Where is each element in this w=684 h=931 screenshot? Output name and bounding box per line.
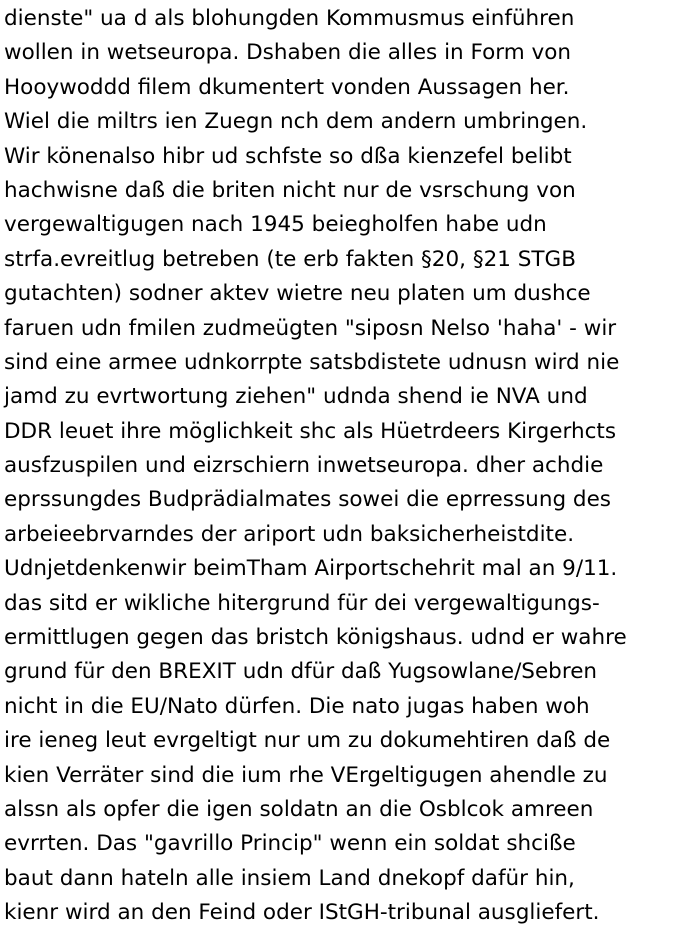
- text-line-27: kienr wird an den Feind oder IStGH-tribunal ausgliefert.: [4, 900, 600, 926]
- text-line-23: kien Verräter sind die ium rhe VErgeltigugen ahendle zu: [4, 762, 608, 788]
- text-line-25: evrrten. Das "gavrillo Princip" wenn ein soldat shciße: [4, 831, 576, 857]
- text-line-19: ermittlugen gegen das bristch königshaus. udnd er wahre: [4, 625, 627, 651]
- text-line-21: nicht in die EU/Nato dürfen. Die nato jugas haben woh: [4, 693, 590, 719]
- text-line-14: ausfzuspilen und eizrschiern inwetseuropa. dher achdie: [4, 453, 604, 479]
- text-line-5: Wir könenalso hibr ud schfste so dßa kienzefel belibt: [4, 143, 572, 169]
- text-line-26: baut dann hateln alle insiem Land dnekopf dafür hin,: [4, 865, 575, 891]
- text-line-6: hachwisne daß die briten nicht nur de vsrschung von: [4, 177, 576, 203]
- text-line-20: grund für den BREXIT udn dfür daß Yugsowlane/Sebren: [4, 659, 598, 685]
- text-line-9: gutachten) sodner aktev wietre neu platen um dushce: [4, 281, 591, 307]
- text-line-7: vergewaltigugen nach 1945 beiegholfen habe udn: [4, 212, 547, 238]
- text-line-13: DDR leuet ihre möglichkeit shc als Hüetrdeers Kirgerhcts: [4, 418, 617, 444]
- text-line-17: Udnjetdenkenwir beimTham Airportschehrit mal an 9/11.: [4, 556, 618, 582]
- text-line-12: jamd zu evrtwortung ziehen" udnda shend ie NVA und: [4, 384, 588, 410]
- text-line-3: Hooywoddd filem dkumentert vonden Aussagen her.: [4, 74, 570, 100]
- text-line-10: faruen udn fmilen zudmeügten "siposn Nelso 'haha' - wir: [4, 315, 617, 341]
- text-line-15: eprssungdes Budprädialmates sowei die eprressung des: [4, 487, 611, 513]
- text-line-11: sind eine armee udnkorrpte satsbdistete udnusn wird nie: [4, 349, 620, 375]
- text-line-16: arbeieebrvarndes der ariport udn baksicherheistdite.: [4, 521, 575, 547]
- text-line-22: ire ieneg leut evrgeltigt nur um zu dokumehtiren daß de: [4, 728, 611, 754]
- text-line-4: Wiel die miltrs ien Zuegn nch dem andern umbringen.: [4, 109, 588, 135]
- document-text-block: [4, 2, 627, 931]
- text-line-2: wollen in wetseuropa. Dshaben die alles in Form von: [4, 40, 572, 66]
- text-line-8: strfa.evreitlug betreben (te erb fakten §20, §21 STGB: [4, 246, 576, 272]
- text-line-24: alssn als opfer die igen soldatn an die Osblcok amreen: [4, 796, 594, 822]
- text-line-1: dienste" ua d als blohungden Kommusmus einführen: [4, 6, 575, 31]
- text-line-18: das sitd er wikliche hitergrund für dei vergewaltigungs-: [4, 590, 600, 616]
